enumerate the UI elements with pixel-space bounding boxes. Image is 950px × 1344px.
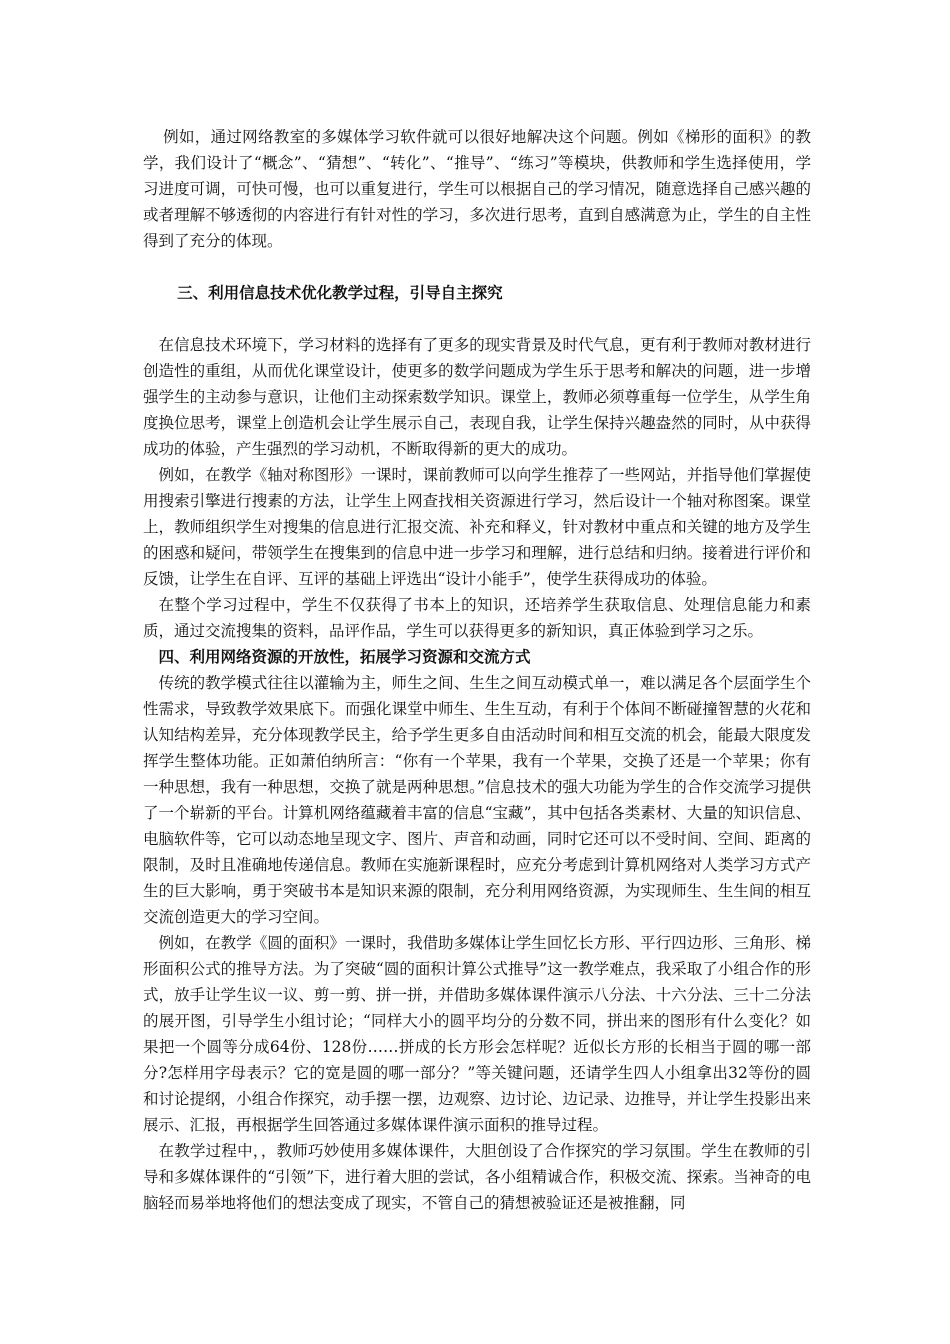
paragraph-circle-area-example: 例如，在教学《圆的面积》一课时，我借助多媒体让学生回忆长方形、平行四边形、三角形、梯形面积公式的推导方法。为了突破“圆的面积计算公式推导”这一教学难点，我采取了小组合作的形式，放手让学生议一议、剪一剪、拼一拼，并借助多媒体课件演示八分法、十六分法、三十二分法的展开图，引导学生小组讨论；“同样大小的圆平均分的分数不同，拼出来的图形有什么变化？如果把一个圆等分成64份、128份……拼成的长方形会怎样呢？近似长方形的长相当于圆的哪一部分?怎样用字母表示？它的宽是圆的哪一部分？”等关键问题，还请学生四人小组拿出32等份的圆和讨论提纲，小组合作探究，动手摆一摆，边观察、边讨论、边记录、边推导，并让学生投影出来展示、汇报，再根据学生回答通过多媒体课件演示面积的推导过程。 bbox=[143, 934, 811, 1134]
paragraph-teaching-process: 在教学过程中，，教师巧妙使用多媒体课件，大胆创设了合作探究的学习氛围。学生在教师的引导和多媒体课件的“引领”下，进行着大胆的尝试，各小组精诚合作，积极交流、探索。当神奇的电脑轻而易举地将他们的想法变成了现实，不管自己的猜想被验证还是被推翻，同 bbox=[143, 1142, 811, 1212]
section-heading-3: 三、利用信息技术优化教学过程，引导自主探究 bbox=[177, 283, 503, 302]
document-body bbox=[143, 124, 811, 1216]
paragraph-it-environment: 在信息技术环境下，学习材料的选择有了更多的现实背景及时代气息，更有利于教师对教材进行创造性的重组，从而优化课堂设计，使更多的数学问题成为学生乐于思考和解决的问题，进一步增强学生的主动参与意识，让他们主动探索数学知识。课堂上，教师必须尊重每一位学生，从学生角度换位思考，课堂上创造机会让学生展示自己，表现自我，让学生保持兴趣盎然的同时，从中获得成功的体验，产生强烈的学习动机，不断取得新的更大的成功。 bbox=[143, 336, 811, 458]
paragraph-learning-process: 在整个学习过程中，学生不仅获得了书本上的知识，还培养学生获取信息、处理信息能力和素质，通过交流搜集的资料，品评作品，学生可以获得更多的新知识，真正体验到学习之乐。 bbox=[143, 596, 811, 640]
paragraph-traditional-model: 传统的教学模式往往以灌输为主，师生之间、生生之间互动模式单一，难以满足各个层面学生个性需求，导致教学效果底下。而强化课堂中师生、生生互动，有利于个体间不断碰撞智慧的火花和认知结构差异，充分体现教学民主，给予学生更多自由活动时间和相互交流的机会，能最大限度发挥学生整体功能。正如萧伯纳所言：“你有一个苹果，我有一个苹果，交换了还是一个苹果；你有一种思想，我有一种思想，交换了就是两种思想。”信息技术的强大功能为学生的合作交流学习提供了一个崭新的平台。计算机网络蕴藏着丰富的信息“宝藏”，其中包括各类素材、大量的知识信息、电脑软件等，它可以动态地呈现文字、图片、声音和动画，同时它还可以不受时间、空间、距离的限制，及时且准确地传递信息。教师在实施新课程时，应充分考虑到计算机网络对人类学习方式产生的巨大影响，勇于突破书本是知识来源的限制，充分利用网络资源，为实现师生、生生间的相互交流创造更大的学习空间。 bbox=[143, 674, 811, 926]
paragraph-symmetry-example: 例如，在教学《轴对称图形》一课时，课前教师可以向学生推荐了一些网站，并指导他们掌握使用搜索引擎进行搜素的方法，让学生上网查找相关资源进行学习，然后设计一个轴对称图案。课堂上，教师组织学生对搜集的信息进行汇报交流、补充和释义，针对教材中重点和关键的地方及学生的困惑和疑问，带领学生在搜集到的信息中进一步学习和理解，进行总结和归纳。接着进行评价和反馈，让学生在自评、互评的基础上评选出“设计小能手”，使学生获得成功的体验。 bbox=[143, 466, 811, 588]
paragraph-trapezoid-example: 例如，通过网络教室的多媒体学习软件就可以很好地解决这个问题。例如《梯形的面积》的教学，我们设计了“概念”、“猜想”、“转化”、“推导”、“练习”等模块，供教师和学生选择使用，学习进度可调，可快可慢，也可以重复进行，学生可以根据自己的学习情况，随意选择自己感兴趣的或者理解不够透彻的内容进行有针对性的学习，多次进行思考，直到自感满意为止，学生的自主性得到了充分的体现。 bbox=[143, 128, 811, 250]
section-heading-4: 四、利用网络资源的开放性，拓展学习资源和交流方式 bbox=[158, 647, 531, 666]
